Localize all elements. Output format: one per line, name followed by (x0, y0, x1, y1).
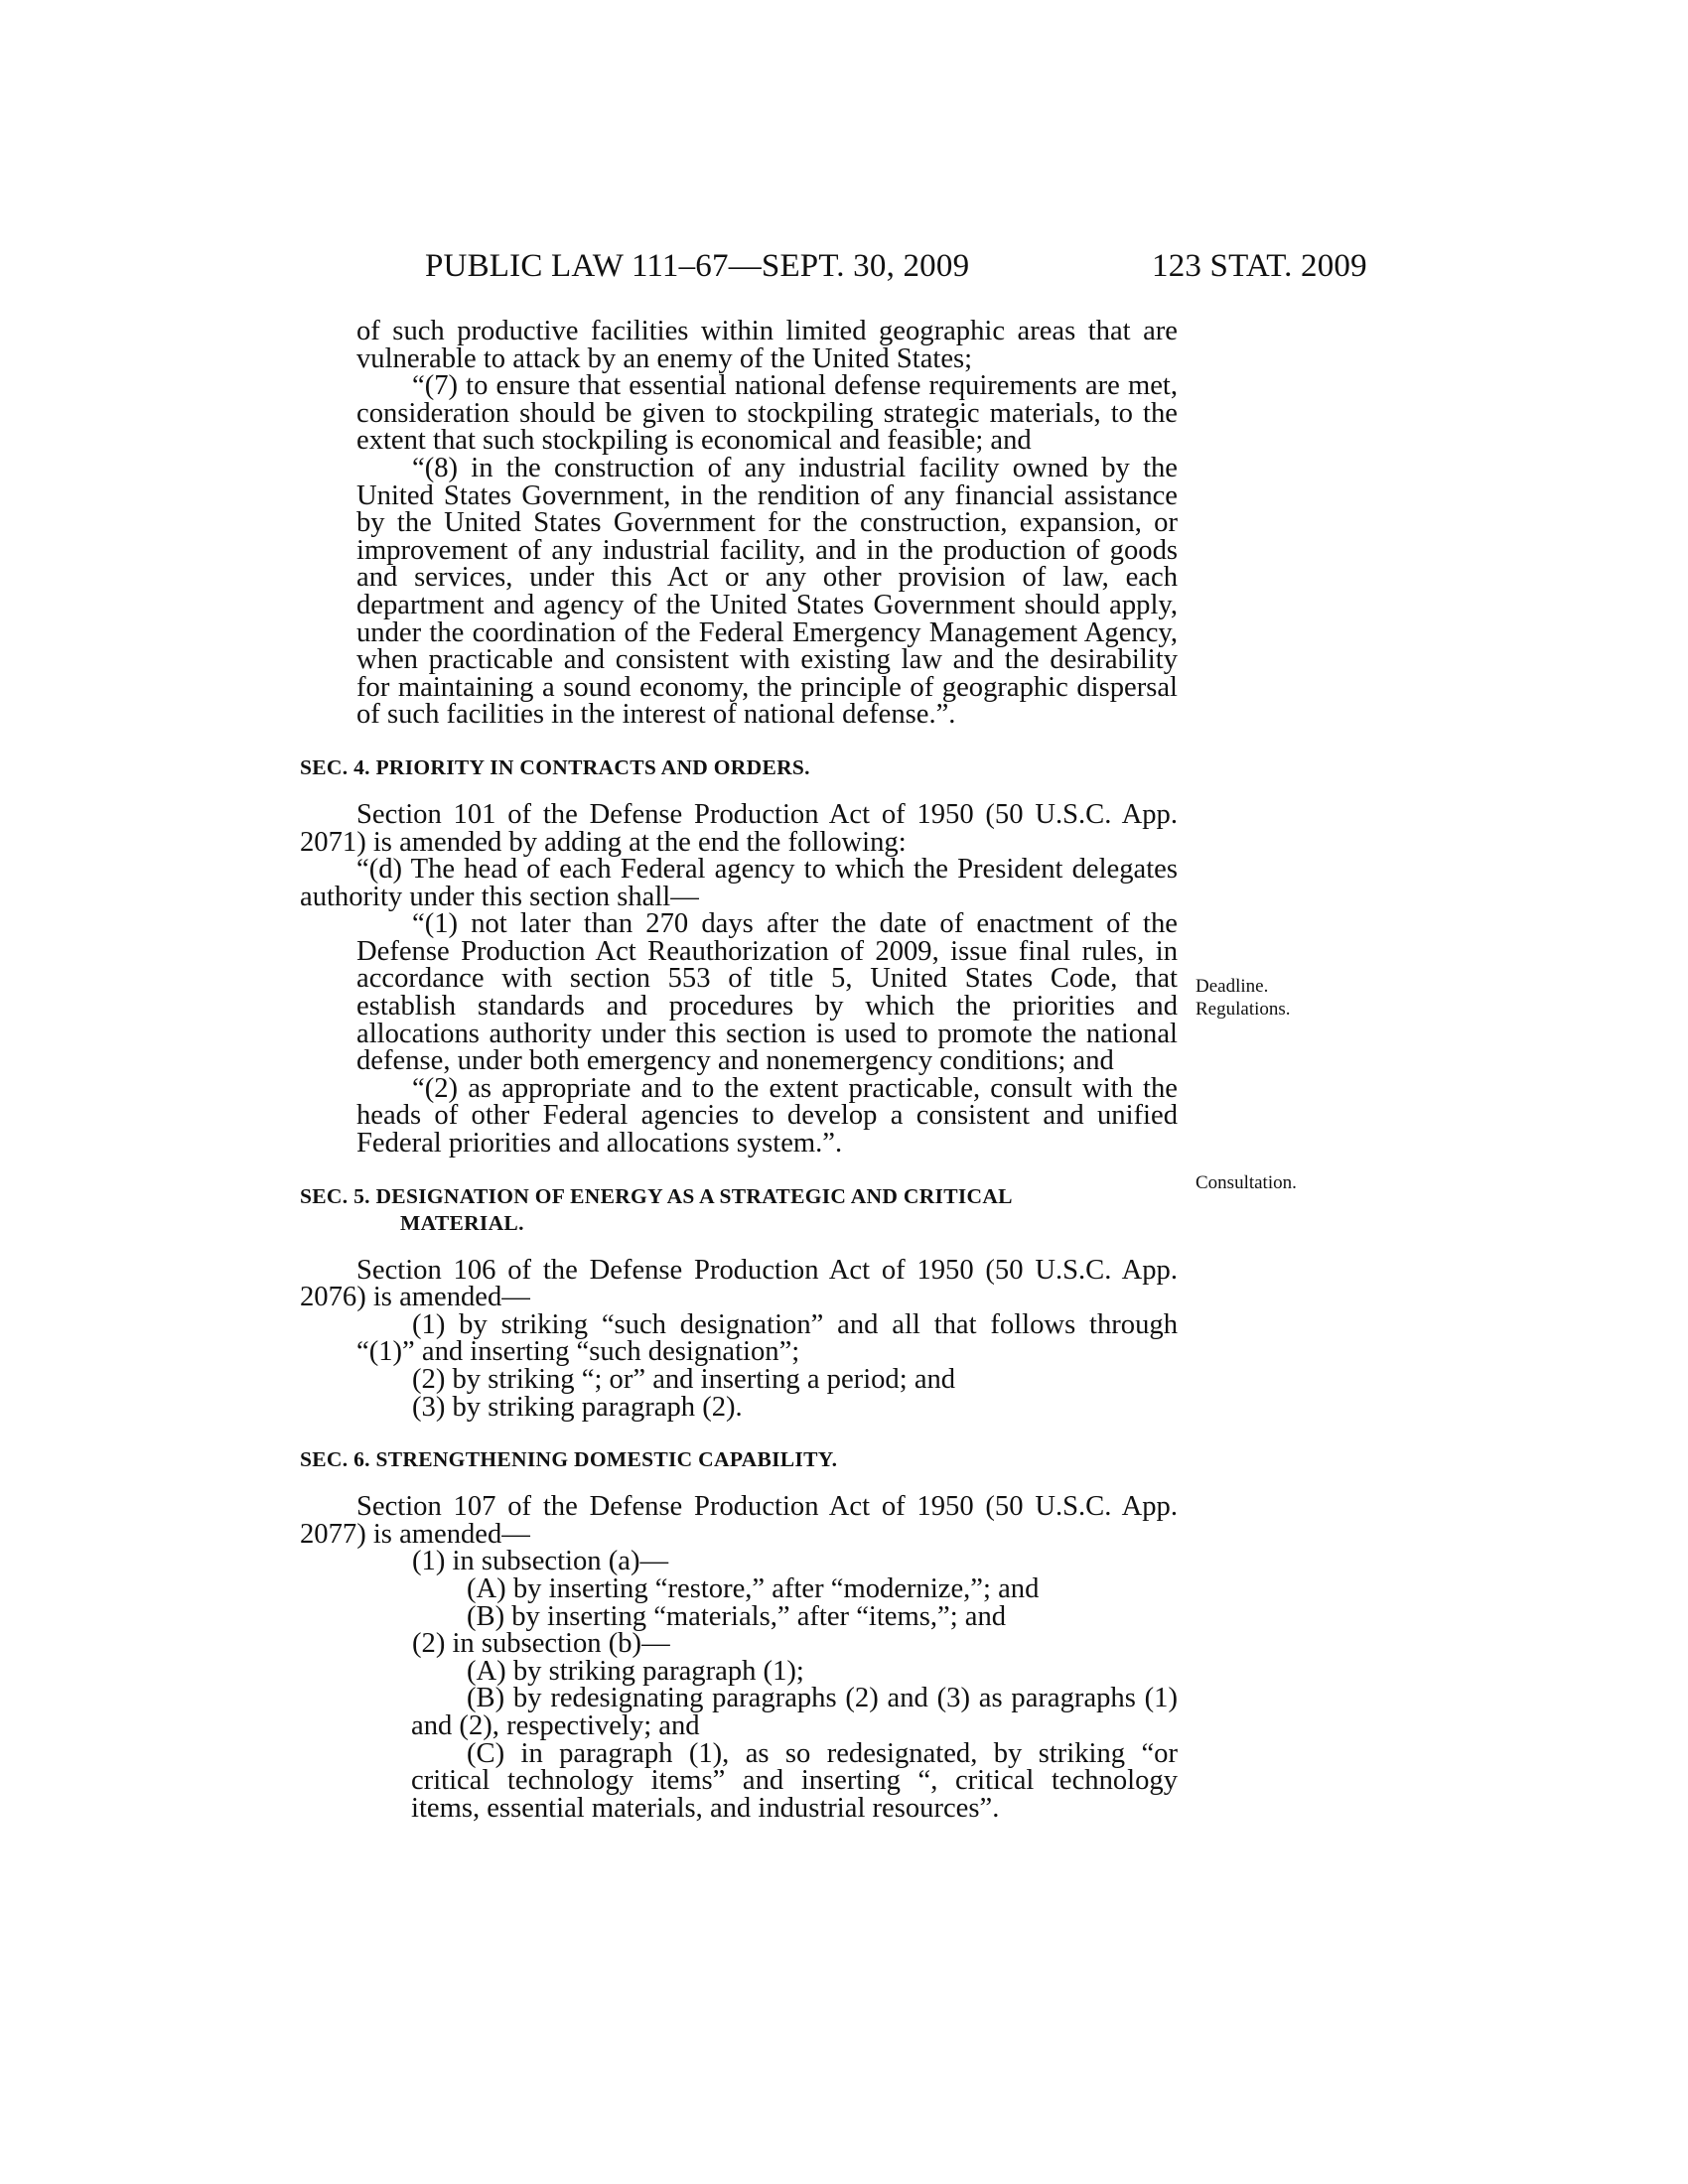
section-5-heading-line-1: SEC. 5. DESIGNATION OF ENERGY AS A STRATEGIC AND CRITICAL (300, 1183, 1013, 1208)
section-5-item-1: (1) by striking “such designation” and all that follows through “(1)” and inserting “such designation”; (356, 1308, 1178, 1368)
paragraph-7: “(7) to ensure that essential national defense requirements are met, consideration should be given to stockpiling strategic materials, to the extent that such stockpiling is economical and feasible; and (356, 370, 1178, 457)
section-4-heading: SEC. 4. PRIORITY IN CONTRACTS AND ORDERS. (300, 754, 810, 779)
statute-text (300, 318, 1178, 1822)
subsection-d-paragraph-1: “(1) not later than 270 days after the date of enactment of the Defense Production Act Reauthorization of 2009, issue final rules, in accordance with section 553 of title 5, United States Code, that establish standards and procedures by which the priorities and allocations authority under this section is used to promote the national defense, under both emergency and nonemergency conditions; and (356, 908, 1178, 1077)
section-5-intro: Section 106 of the Defense Production Act of 1950 (50 U.S.C. App. 2076) is amended— (300, 1254, 1178, 1313)
margin-note-deadline: Deadline. (1196, 976, 1269, 997)
page-citation: 123 STAT. 2009 (1152, 248, 1367, 284)
margin-note-consultation: Consultation. (1196, 1172, 1297, 1193)
section-5-item-2: (2) by striking “; or” and inserting a period; and (412, 1364, 956, 1395)
subsection-d: “(d) The head of each Federal agency to which the President delegates authority under this section shall— (300, 854, 1178, 912)
margin-note-regulations: Regulations. (1196, 999, 1291, 1020)
section-6-item-1A: (A) by inserting “restore,” after “modernize,”; and (467, 1572, 1040, 1604)
subsection-d-paragraph-2: “(2) as appropriate and to the extent practicable, consult with the heads of other Federal agencies to develop a consistent and unified Federal priorities and allocations system.”. (356, 1072, 1178, 1160)
section-5-heading-line-2: MATERIAL. (400, 1210, 524, 1235)
section-6-item-2A: (A) by striking paragraph (1); (467, 1655, 804, 1687)
section-5-heading (300, 1183, 1178, 1237)
paragraph-8: “(8) in the construction of any industrial facility owned by the United States Government, in the rendition of any financial assistance by the United States Government for the construction, expansion, or improvement of any industrial facility, and in the production of goods and services, under this Act or any other provision of law, each department and agency of the United States Government should apply, under the coordination of the Federal Emergency Management Agency, when practicable and consistent with existing law and the desirability for maintaining a sound economy, the principle of geographic dispersal of such facilities in the interest of national defense.”. (356, 452, 1178, 731)
section-6-item-1B: (B) by inserting “materials,” after “items,”; and (467, 1600, 1007, 1632)
running-header-title: PUBLIC LAW 111–67—SEPT. 30, 2009 (425, 248, 970, 284)
section-6-heading: SEC. 6. STRENGTHENING DOMESTIC CAPABILITY. (300, 1447, 838, 1472)
section-6-item-2: (2) in subsection (b)— (412, 1628, 670, 1660)
paragraph-continuation: of such productive facilities within limited geographic areas that are vulnerable to attack by an enemy of the United States; (356, 316, 1178, 374)
section-6-item-1: (1) in subsection (a)— (412, 1546, 669, 1577)
section-6-item-2B: (B) by redesignating paragraphs (2) and (3) as paragraphs (1) and (2), respectively; and (411, 1683, 1178, 1741)
section-5-item-3: (3) by striking paragraph (2). (412, 1391, 743, 1423)
section-6-item-2C: (C) in paragraph (1), as so redesignated, by striking “or critical technology items” and inserting “, critical technology items, essential materials, and industrial resources”. (411, 1737, 1178, 1824)
section-6-intro: Section 107 of the Defense Production Act of 1950 (50 U.S.C. App. 2077) is amended— (300, 1491, 1178, 1550)
margin-note-deadline-regulations (1196, 975, 1291, 1021)
section-4-intro: Section 101 of the Defense Production Act of 1950 (50 U.S.C. App. 2071) is amended by adding at the end the following: (300, 798, 1178, 858)
